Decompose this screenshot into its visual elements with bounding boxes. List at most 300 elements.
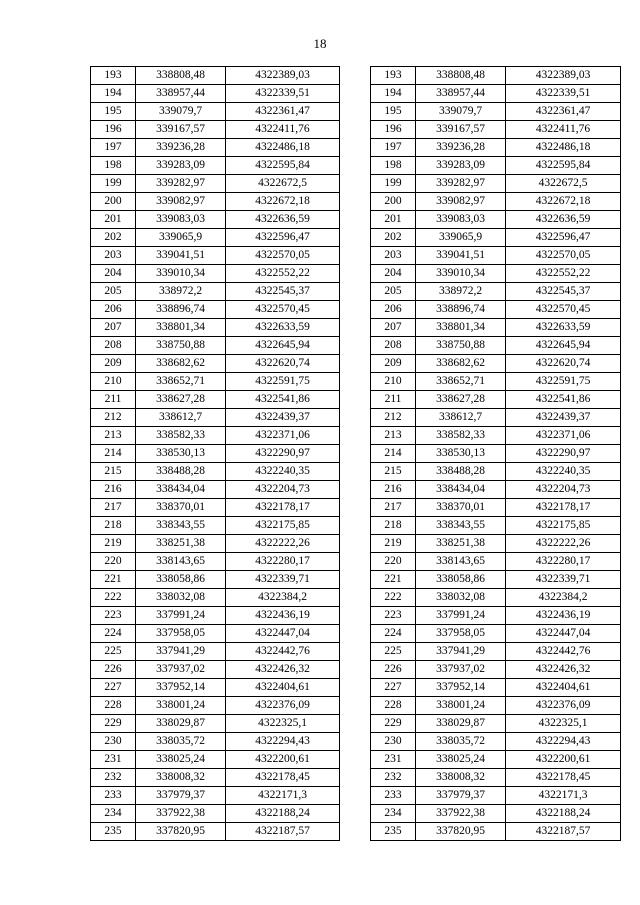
point-number-cell: 228 <box>371 697 416 715</box>
y-coordinate-cell: 4322436,19 <box>506 607 621 625</box>
x-coordinate-cell: 338343,55 <box>136 517 226 535</box>
y-coordinate-cell: 4322188,24 <box>226 805 340 823</box>
y-coordinate-cell: 4322645,94 <box>506 337 621 355</box>
point-number-cell: 223 <box>91 607 136 625</box>
x-coordinate-cell: 338801,34 <box>416 319 506 337</box>
y-coordinate-cell: 4322570,45 <box>226 301 340 319</box>
x-coordinate-cell: 339082,97 <box>416 193 506 211</box>
point-number-cell: 205 <box>371 283 416 301</box>
table-row <box>91 373 340 391</box>
y-coordinate-cell: 4322620,74 <box>506 355 621 373</box>
table-row <box>91 463 340 481</box>
table-row <box>371 139 621 157</box>
table-row <box>371 409 621 427</box>
y-coordinate-cell: 4322188,24 <box>506 805 621 823</box>
x-coordinate-cell: 339283,09 <box>136 157 226 175</box>
table-row <box>91 661 340 679</box>
x-coordinate-cell: 338896,74 <box>416 301 506 319</box>
point-number-cell: 229 <box>371 715 416 733</box>
point-number-cell: 226 <box>371 661 416 679</box>
table-row <box>91 679 340 697</box>
y-coordinate-cell: 4322636,59 <box>506 211 621 229</box>
point-number-cell: 194 <box>91 85 136 103</box>
x-coordinate-cell: 338582,33 <box>136 427 226 445</box>
x-coordinate-cell: 338682,62 <box>136 355 226 373</box>
table-row <box>371 607 621 625</box>
y-coordinate-cell: 4322447,04 <box>226 625 340 643</box>
point-number-cell: 207 <box>91 319 136 337</box>
y-coordinate-cell: 4322439,37 <box>226 409 340 427</box>
point-number-cell: 212 <box>371 409 416 427</box>
point-number-cell: 232 <box>371 769 416 787</box>
x-coordinate-cell: 337941,29 <box>416 643 506 661</box>
x-coordinate-cell: 337952,14 <box>416 679 506 697</box>
point-number-cell: 198 <box>371 157 416 175</box>
x-coordinate-cell: 338251,38 <box>136 535 226 553</box>
table-row <box>91 265 340 283</box>
table-row <box>91 121 340 139</box>
y-coordinate-cell: 4322591,75 <box>226 373 340 391</box>
x-coordinate-cell: 337922,38 <box>136 805 226 823</box>
point-number-cell: 208 <box>371 337 416 355</box>
point-number-cell: 219 <box>371 535 416 553</box>
x-coordinate-cell: 338008,32 <box>416 769 506 787</box>
x-coordinate-cell: 338001,24 <box>136 697 226 715</box>
x-coordinate-cell: 338612,7 <box>416 409 506 427</box>
y-coordinate-cell: 4322339,51 <box>226 85 340 103</box>
table-row <box>91 193 340 211</box>
table-row <box>371 301 621 319</box>
y-coordinate-cell: 4322371,06 <box>226 427 340 445</box>
y-coordinate-cell: 4322280,17 <box>506 553 621 571</box>
point-number-cell: 196 <box>91 121 136 139</box>
table-row <box>91 103 340 121</box>
x-coordinate-cell: 338808,48 <box>136 67 226 85</box>
y-coordinate-cell: 4322595,84 <box>226 157 340 175</box>
point-number-cell: 197 <box>371 139 416 157</box>
table-row <box>91 805 340 823</box>
x-coordinate-cell: 338251,38 <box>416 535 506 553</box>
point-number-cell: 195 <box>371 103 416 121</box>
table-row <box>91 697 340 715</box>
x-coordinate-cell: 339041,51 <box>136 247 226 265</box>
table-row <box>91 715 340 733</box>
y-coordinate-cell: 4322389,03 <box>226 67 340 85</box>
x-coordinate-cell: 338652,71 <box>416 373 506 391</box>
y-coordinate-cell: 4322545,37 <box>226 283 340 301</box>
point-number-cell: 200 <box>371 193 416 211</box>
y-coordinate-cell: 4322442,76 <box>226 643 340 661</box>
x-coordinate-cell: 339079,7 <box>136 103 226 121</box>
table-row <box>371 445 621 463</box>
y-coordinate-cell: 4322280,17 <box>226 553 340 571</box>
point-number-cell: 224 <box>371 625 416 643</box>
table-row <box>91 499 340 517</box>
y-coordinate-cell: 4322672,5 <box>226 175 340 193</box>
x-coordinate-cell: 337991,24 <box>136 607 226 625</box>
x-coordinate-cell: 338750,88 <box>136 337 226 355</box>
y-coordinate-cell: 4322411,76 <box>226 121 340 139</box>
point-number-cell: 220 <box>371 553 416 571</box>
x-coordinate-cell: 339282,97 <box>136 175 226 193</box>
table-row <box>371 553 621 571</box>
table-row <box>371 823 621 841</box>
x-coordinate-cell: 339041,51 <box>416 247 506 265</box>
x-coordinate-cell: 338957,44 <box>136 85 226 103</box>
table-row <box>371 85 621 103</box>
y-coordinate-cell: 4322570,45 <box>506 301 621 319</box>
x-coordinate-cell: 339010,34 <box>416 265 506 283</box>
point-number-cell: 235 <box>91 823 136 841</box>
x-coordinate-cell: 339236,28 <box>416 139 506 157</box>
point-number-cell: 222 <box>91 589 136 607</box>
x-coordinate-cell: 338025,24 <box>416 751 506 769</box>
coordinates-table-left <box>90 66 340 841</box>
x-coordinate-cell: 339065,9 <box>136 229 226 247</box>
point-number-cell: 197 <box>91 139 136 157</box>
x-coordinate-cell: 337952,14 <box>136 679 226 697</box>
table-row <box>91 409 340 427</box>
x-coordinate-cell: 339083,03 <box>136 211 226 229</box>
x-coordinate-cell: 338058,86 <box>416 571 506 589</box>
x-coordinate-cell: 337937,02 <box>136 661 226 679</box>
y-coordinate-cell: 4322339,71 <box>506 571 621 589</box>
table-row <box>91 355 340 373</box>
y-coordinate-cell: 4322389,03 <box>506 67 621 85</box>
point-number-cell: 233 <box>91 787 136 805</box>
table-row <box>371 643 621 661</box>
point-number-cell: 227 <box>371 679 416 697</box>
point-number-cell: 232 <box>91 769 136 787</box>
table-row <box>91 67 340 85</box>
y-coordinate-cell: 4322384,2 <box>506 589 621 607</box>
point-number-cell: 231 <box>91 751 136 769</box>
table-row <box>91 175 340 193</box>
point-number-cell: 223 <box>371 607 416 625</box>
table-row <box>371 697 621 715</box>
y-coordinate-cell: 4322645,94 <box>226 337 340 355</box>
x-coordinate-cell: 338488,28 <box>416 463 506 481</box>
x-coordinate-cell: 339167,57 <box>136 121 226 139</box>
table-row <box>91 391 340 409</box>
table-row <box>371 211 621 229</box>
point-number-cell: 214 <box>91 445 136 463</box>
page-number: 18 <box>313 36 327 51</box>
point-number-cell: 230 <box>91 733 136 751</box>
y-coordinate-cell: 4322222,26 <box>226 535 340 553</box>
x-coordinate-cell: 338008,32 <box>136 769 226 787</box>
y-coordinate-cell: 4322436,19 <box>226 607 340 625</box>
table-row <box>91 301 340 319</box>
point-number-cell: 202 <box>371 229 416 247</box>
y-coordinate-cell: 4322384,2 <box>226 589 340 607</box>
point-number-cell: 234 <box>371 805 416 823</box>
point-number-cell: 217 <box>371 499 416 517</box>
point-number-cell: 200 <box>91 193 136 211</box>
table-row <box>91 211 340 229</box>
x-coordinate-cell: 339236,28 <box>136 139 226 157</box>
y-coordinate-cell: 4322442,76 <box>506 643 621 661</box>
point-number-cell: 203 <box>371 247 416 265</box>
x-coordinate-cell: 339082,97 <box>136 193 226 211</box>
point-number-cell: 210 <box>371 373 416 391</box>
x-coordinate-cell: 339010,34 <box>136 265 226 283</box>
x-coordinate-cell: 338972,2 <box>136 283 226 301</box>
point-number-cell: 211 <box>371 391 416 409</box>
point-number-cell: 226 <box>91 661 136 679</box>
table-row <box>371 751 621 769</box>
x-coordinate-cell: 338343,55 <box>416 517 506 535</box>
table-row <box>371 517 621 535</box>
x-coordinate-cell: 338032,08 <box>416 589 506 607</box>
point-number-cell: 204 <box>91 265 136 283</box>
table-row <box>371 715 621 733</box>
point-number-cell: 196 <box>371 121 416 139</box>
y-coordinate-cell: 4322361,47 <box>506 103 621 121</box>
y-coordinate-cell: 4322426,32 <box>226 661 340 679</box>
y-coordinate-cell: 4322171,3 <box>226 787 340 805</box>
table-row <box>371 661 621 679</box>
table-row <box>371 283 621 301</box>
x-coordinate-cell: 338032,08 <box>136 589 226 607</box>
point-number-cell: 211 <box>91 391 136 409</box>
coordinates-table-right <box>370 66 621 841</box>
table-row <box>91 481 340 499</box>
x-coordinate-cell: 338029,87 <box>136 715 226 733</box>
point-number-cell: 216 <box>371 481 416 499</box>
point-number-cell: 229 <box>91 715 136 733</box>
y-coordinate-cell: 4322672,18 <box>506 193 621 211</box>
x-coordinate-cell: 337958,05 <box>416 625 506 643</box>
x-coordinate-cell: 338627,28 <box>136 391 226 409</box>
y-coordinate-cell: 4322294,43 <box>226 733 340 751</box>
y-coordinate-cell: 4322371,06 <box>506 427 621 445</box>
table-row <box>91 823 340 841</box>
point-number-cell: 227 <box>91 679 136 697</box>
x-coordinate-cell: 338143,65 <box>416 553 506 571</box>
y-coordinate-cell: 4322486,18 <box>506 139 621 157</box>
y-coordinate-cell: 4322633,59 <box>226 319 340 337</box>
table-row <box>371 769 621 787</box>
table-row <box>371 463 621 481</box>
y-coordinate-cell: 4322404,61 <box>226 679 340 697</box>
point-number-cell: 203 <box>91 247 136 265</box>
y-coordinate-cell: 4322376,09 <box>226 697 340 715</box>
x-coordinate-cell: 338582,33 <box>416 427 506 445</box>
y-coordinate-cell: 4322325,1 <box>226 715 340 733</box>
y-coordinate-cell: 4322178,17 <box>226 499 340 517</box>
table-row <box>91 445 340 463</box>
point-number-cell: 204 <box>371 265 416 283</box>
x-coordinate-cell: 338612,7 <box>136 409 226 427</box>
y-coordinate-cell: 4322290,97 <box>226 445 340 463</box>
table-row <box>371 679 621 697</box>
y-coordinate-cell: 4322175,85 <box>506 517 621 535</box>
y-coordinate-cell: 4322486,18 <box>226 139 340 157</box>
point-number-cell: 193 <box>91 67 136 85</box>
point-number-cell: 198 <box>91 157 136 175</box>
y-coordinate-cell: 4322178,45 <box>506 769 621 787</box>
point-number-cell: 195 <box>91 103 136 121</box>
x-coordinate-cell: 338808,48 <box>416 67 506 85</box>
y-coordinate-cell: 4322325,1 <box>506 715 621 733</box>
x-coordinate-cell: 338801,34 <box>136 319 226 337</box>
point-number-cell: 225 <box>371 643 416 661</box>
point-number-cell: 228 <box>91 697 136 715</box>
y-coordinate-cell: 4322339,71 <box>226 571 340 589</box>
x-coordinate-cell: 338682,62 <box>416 355 506 373</box>
x-coordinate-cell: 339065,9 <box>416 229 506 247</box>
x-coordinate-cell: 338896,74 <box>136 301 226 319</box>
table-row <box>371 193 621 211</box>
x-coordinate-cell: 337937,02 <box>416 661 506 679</box>
y-coordinate-cell: 4322552,22 <box>226 265 340 283</box>
point-number-cell: 213 <box>371 427 416 445</box>
y-coordinate-cell: 4322200,61 <box>226 751 340 769</box>
y-coordinate-cell: 4322570,05 <box>226 247 340 265</box>
y-coordinate-cell: 4322294,43 <box>506 733 621 751</box>
y-coordinate-cell: 4322290,97 <box>506 445 621 463</box>
y-coordinate-cell: 4322204,73 <box>226 481 340 499</box>
point-number-cell: 221 <box>91 571 136 589</box>
table-row <box>91 427 340 445</box>
y-coordinate-cell: 4322541,86 <box>226 391 340 409</box>
y-coordinate-cell: 4322222,26 <box>506 535 621 553</box>
y-coordinate-cell: 4322633,59 <box>506 319 621 337</box>
table-row <box>371 805 621 823</box>
x-coordinate-cell: 339079,7 <box>416 103 506 121</box>
table-row <box>91 229 340 247</box>
table-row <box>91 751 340 769</box>
x-coordinate-cell: 338750,88 <box>416 337 506 355</box>
y-coordinate-cell: 4322541,86 <box>506 391 621 409</box>
point-number-cell: 220 <box>91 553 136 571</box>
point-number-cell: 201 <box>371 211 416 229</box>
table-row <box>91 337 340 355</box>
point-number-cell: 224 <box>91 625 136 643</box>
table-row <box>91 517 340 535</box>
point-number-cell: 219 <box>91 535 136 553</box>
point-number-cell: 235 <box>371 823 416 841</box>
point-number-cell: 215 <box>371 463 416 481</box>
y-coordinate-cell: 4322204,73 <box>506 481 621 499</box>
y-coordinate-cell: 4322545,37 <box>506 283 621 301</box>
point-number-cell: 234 <box>91 805 136 823</box>
y-coordinate-cell: 4322552,22 <box>506 265 621 283</box>
y-coordinate-cell: 4322411,76 <box>506 121 621 139</box>
point-number-cell: 218 <box>91 517 136 535</box>
x-coordinate-cell: 339282,97 <box>416 175 506 193</box>
table-row <box>91 553 340 571</box>
table-row <box>91 283 340 301</box>
table-row <box>91 571 340 589</box>
table-row <box>371 535 621 553</box>
x-coordinate-cell: 338035,72 <box>136 733 226 751</box>
y-coordinate-cell: 4322439,37 <box>506 409 621 427</box>
x-coordinate-cell: 338001,24 <box>416 697 506 715</box>
point-number-cell: 206 <box>371 301 416 319</box>
x-coordinate-cell: 338434,04 <box>416 481 506 499</box>
x-coordinate-cell: 339167,57 <box>416 121 506 139</box>
table-row <box>91 625 340 643</box>
table-row <box>371 481 621 499</box>
x-coordinate-cell: 338143,65 <box>136 553 226 571</box>
x-coordinate-cell: 337991,24 <box>416 607 506 625</box>
point-number-cell: 202 <box>91 229 136 247</box>
y-coordinate-cell: 4322620,74 <box>226 355 340 373</box>
x-coordinate-cell: 338370,01 <box>416 499 506 517</box>
y-coordinate-cell: 4322672,5 <box>506 175 621 193</box>
table-row <box>371 319 621 337</box>
y-coordinate-cell: 4322376,09 <box>506 697 621 715</box>
y-coordinate-cell: 4322570,05 <box>506 247 621 265</box>
table-row <box>371 229 621 247</box>
point-number-cell: 225 <box>91 643 136 661</box>
x-coordinate-cell: 338530,13 <box>136 445 226 463</box>
x-coordinate-cell: 338029,87 <box>416 715 506 733</box>
table-row <box>371 175 621 193</box>
x-coordinate-cell: 338035,72 <box>416 733 506 751</box>
x-coordinate-cell: 338488,28 <box>136 463 226 481</box>
point-number-cell: 194 <box>371 85 416 103</box>
point-number-cell: 199 <box>91 175 136 193</box>
table-row <box>371 67 621 85</box>
y-coordinate-cell: 4322171,3 <box>506 787 621 805</box>
y-coordinate-cell: 4322178,45 <box>226 769 340 787</box>
table-row <box>371 571 621 589</box>
table-row <box>371 373 621 391</box>
point-number-cell: 206 <box>91 301 136 319</box>
x-coordinate-cell: 338025,24 <box>136 751 226 769</box>
x-coordinate-cell: 338434,04 <box>136 481 226 499</box>
y-coordinate-cell: 4322187,57 <box>506 823 621 841</box>
point-number-cell: 201 <box>91 211 136 229</box>
table-row <box>371 733 621 751</box>
table-row <box>371 247 621 265</box>
point-number-cell: 193 <box>371 67 416 85</box>
y-coordinate-cell: 4322404,61 <box>506 679 621 697</box>
y-coordinate-cell: 4322591,75 <box>506 373 621 391</box>
table-row <box>371 589 621 607</box>
x-coordinate-cell: 338627,28 <box>416 391 506 409</box>
table-row <box>371 265 621 283</box>
y-coordinate-cell: 4322200,61 <box>506 751 621 769</box>
point-number-cell: 199 <box>371 175 416 193</box>
x-coordinate-cell: 337922,38 <box>416 805 506 823</box>
y-coordinate-cell: 4322240,35 <box>506 463 621 481</box>
table-row <box>371 103 621 121</box>
y-coordinate-cell: 4322178,17 <box>506 499 621 517</box>
table-row <box>91 85 340 103</box>
point-number-cell: 205 <box>91 283 136 301</box>
point-number-cell: 208 <box>91 337 136 355</box>
point-number-cell: 212 <box>91 409 136 427</box>
table-row <box>371 625 621 643</box>
table-row <box>371 427 621 445</box>
table-row <box>91 643 340 661</box>
x-coordinate-cell: 337820,95 <box>416 823 506 841</box>
point-number-cell: 207 <box>371 319 416 337</box>
point-number-cell: 217 <box>91 499 136 517</box>
table-row <box>371 157 621 175</box>
point-number-cell: 231 <box>371 751 416 769</box>
x-coordinate-cell: 338058,86 <box>136 571 226 589</box>
table-row <box>371 121 621 139</box>
table-row <box>91 139 340 157</box>
y-coordinate-cell: 4322636,59 <box>226 211 340 229</box>
table-row <box>371 391 621 409</box>
point-number-cell: 233 <box>371 787 416 805</box>
